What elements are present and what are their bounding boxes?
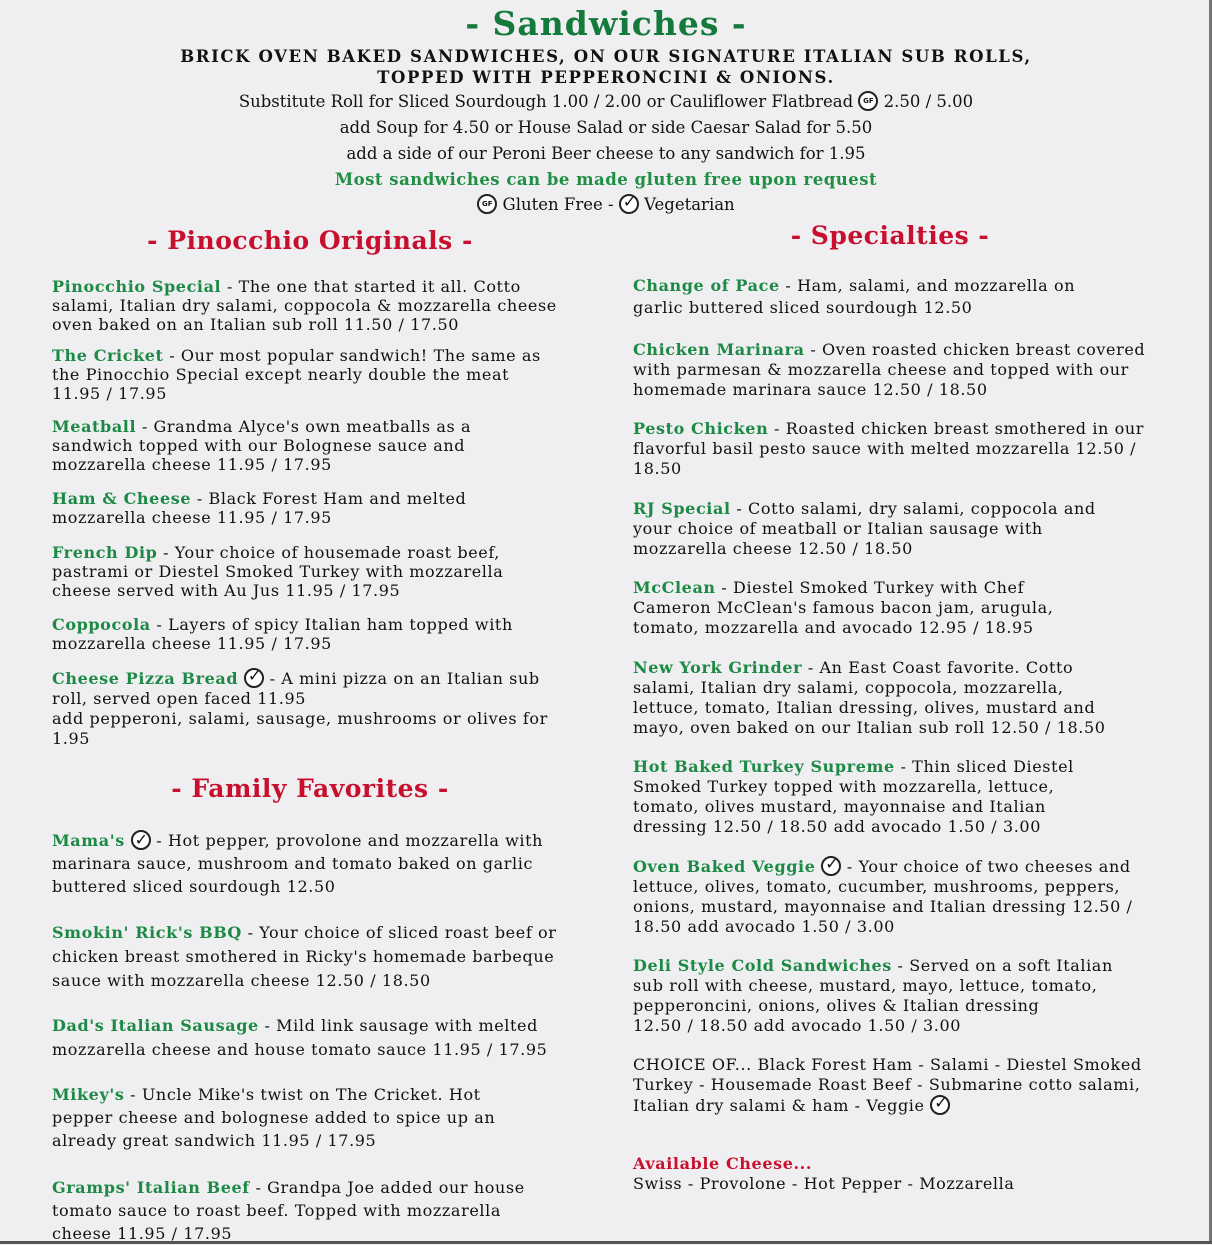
item-desc: - Mild link sausage with melted mozzarella cheese and house tomato sauce 11.95 / 17.95 <box>52 1016 548 1059</box>
item-name: RJ Special <box>633 499 731 518</box>
vegetarian-icon <box>244 668 264 688</box>
item-name: Cheese Pizza Bread <box>52 669 239 688</box>
substitute-text: Substitute Roll for Sliced Sourdough 1.00 / 2.00 or Cauliflower Flatbread <box>238 92 854 111</box>
vegetarian-icon <box>619 194 639 214</box>
item-desc: - Your choice of housemade roast beef, pastrami or Diestel Smoked Turkey with mozzarella cheese served with Au Jus 11.95 / 17.95 <box>52 543 504 600</box>
menu-item-ham-cheese <box>52 489 522 527</box>
item-desc: - Your choice of sliced roast beef or chicken breast smothered in Ricky's homemade barbeque sauce with mozzarella cheese 12.50 / 18.50 <box>52 923 557 990</box>
menu-item-change-of-pace <box>633 275 1113 319</box>
menu-item-mikeys <box>52 1083 532 1152</box>
item-name: Mama's <box>52 831 125 850</box>
page-title: - Sandwiches - <box>465 4 747 43</box>
available-cheese <box>633 1154 1153 1194</box>
item-name: McClean <box>633 578 716 597</box>
item-desc: - A mini pizza on an Italian sub roll, served open faced 11.95 <box>52 669 540 708</box>
item-name: New York Grinder <box>633 658 803 677</box>
legend-gluten-free: Gluten Free <box>502 195 603 214</box>
item-name: Gramps' Italian Beef <box>52 1178 250 1197</box>
item-desc: - Grandpa Joe added our house tomato sauce to roast beef. Topped with mozzarella cheese 11.95 / 17.95 <box>52 1178 525 1243</box>
menu-item-hot-baked-turkey-supreme <box>633 757 1108 837</box>
item-desc: - Ham, salami, and mozzarella on garlic buttered sliced sourdough 12.50 <box>633 276 1076 317</box>
item-name: Change of Pace <box>633 276 780 295</box>
menu-item-new-york-grinder <box>633 658 1133 738</box>
menu-item-dads-italian-sausage <box>52 1014 567 1062</box>
menu-item-pesto-chicken <box>633 419 1158 479</box>
item-desc: - Grandma Alyce's own meatballs as a sandwich topped with our Bolognese sauce and mozzarella cheese 11.95 / 17.95 <box>52 417 472 474</box>
menu-item-meatball <box>52 417 522 474</box>
menu-item-coppocola <box>52 615 557 653</box>
beer-cheese-line: add a side of our Peroni Beer cheese to any sandwich for 1.95 <box>346 144 866 163</box>
item-name: Oven Baked Veggie <box>633 857 816 876</box>
item-desc: - Roasted chicken breast smothered in our flavorful basil pesto sauce with melted mozzarella 12.50 / 18.50 <box>633 419 1145 478</box>
menu-item-smokin-ricks-bbq <box>52 921 572 993</box>
item-desc: - Diestel Smoked Turkey with Chef Cameron McClean's famous bacon jam, arugula, tomato, mozzarella and avocado 12.95 / 18.95 <box>633 578 1054 637</box>
item-name: Ham & Cheese <box>52 489 192 508</box>
legend-separator: - <box>608 195 614 214</box>
item-desc: - The one that started it all. Cotto salami, Italian dry salami, coppocola & mozzarella cheese oven baked on an Italian sub roll 11.50 / 17.50 <box>52 277 557 334</box>
vegetarian-icon <box>821 856 841 876</box>
gluten-free-icon <box>858 91 878 111</box>
menu-item-the-cricket <box>52 346 557 403</box>
meat-choice-list <box>633 1055 1153 1116</box>
item-desc: - An East Coast favorite. Cotto salami, Italian dry salami, coppocola, mozzarella, lettuce, tomato, Italian dressing, olives, mustard and mayo, oven baked on our Italian sub roll 12.50 / 18.50 <box>633 658 1106 737</box>
item-name: Chicken Marinara <box>633 340 805 359</box>
item-name: Mikey's <box>52 1085 125 1104</box>
item-desc: - Hot pepper, provolone and mozzarella with marinara sauce, mushroom and tomato baked on garlic buttered sliced sourdough 12.50 <box>52 831 544 896</box>
item-desc: - Oven roasted chicken breast covered with parmesan & mozzarella cheese and topped with our homemade marinara sauce 12.50 / 18.50 <box>633 340 1146 399</box>
menu-item-gramps-italian-beef <box>52 1176 557 1245</box>
item-name: The Cricket <box>52 346 164 365</box>
substitute-price: 2.50 / 5.00 <box>883 92 974 111</box>
item-name: Coppocola <box>52 615 151 634</box>
item-extra: add pepperoni, salami, sausage, mushrooms or olives for 1.95 <box>52 709 548 748</box>
menu-item-pinocchio-special <box>52 277 557 334</box>
menu-item-deli-style-cold <box>633 956 1148 1036</box>
item-name: Hot Baked Turkey Supreme <box>633 757 895 776</box>
vegetarian-icon <box>930 1095 950 1115</box>
menu-item-french-dip <box>52 543 562 600</box>
item-name: French Dip <box>52 543 158 562</box>
vegetarian-icon <box>131 830 151 850</box>
item-name: Pesto Chicken <box>633 419 769 438</box>
item-name: Pinocchio Special <box>52 277 222 296</box>
item-name: Deli Style Cold Sandwiches <box>633 956 892 975</box>
section-pinocchio-originals: - Pinocchio Originals - <box>147 226 473 255</box>
item-price: 12.50 / 18.50 add avocado 1.50 / 3.00 <box>633 1016 962 1035</box>
item-name: Smokin' Rick's BBQ <box>52 923 242 942</box>
item-desc: - Thin sliced Diestel Smoked Turkey topped with mozzarella, lettuce, tomato, olives mustard, mayonnaise and Italian dressing 12.50 / 18.50 add avocado 1.50 / 3.00 <box>633 757 1074 836</box>
item-name: Meatball <box>52 417 137 436</box>
menu-item-mcclean <box>633 578 1103 638</box>
gluten-free-note: Most sandwiches can be made gluten free upon request <box>334 170 878 189</box>
item-desc: - Cotto salami, dry salami, coppocola and your choice of meatball or Italian sausage with mozzarella cheese 12.50 / 18.50 <box>633 499 1096 558</box>
item-desc: - Served on a soft Italian sub roll with cheese, mustard, mayo, lettuce, tomato, pepperoncini, onions, olives & Italian dressing <box>633 956 1113 1015</box>
menu-item-chicken-marinara <box>633 340 1158 400</box>
soup-line: add Soup for 4.50 or House Salad or side Caesar Salad for 5.50 <box>339 118 873 137</box>
menu-item-cheese-pizza-bread <box>52 668 557 749</box>
choice-text: CHOICE OF... Black Forest Ham - Salami - Diestel Smoked Turkey - Housemade Roast Beef - Submarine cotto salami, Italian dry salami & ham - Veggie <box>633 1055 1142 1115</box>
item-desc: - Our most popular sandwich! The same as the Pinocchio Special except nearly double the meat 11.95 / 17.95 <box>52 346 541 403</box>
item-desc: - Uncle Mike's twist on The Cricket. Hot pepper cheese and bolognese added to spice up an already great sandwich 11.95 / 17.95 <box>52 1085 496 1150</box>
legend <box>0 194 1212 214</box>
cheese-label: Available Cheese... <box>633 1154 812 1173</box>
cheese-list: Swiss - Provolone - Hot Pepper - Mozzarella <box>633 1174 1015 1193</box>
section-specialties: - Specialties - <box>790 221 990 250</box>
section-family-favorites: - Family Favorites - <box>171 774 449 803</box>
menu-item-mamas <box>52 829 567 898</box>
gluten-free-icon <box>477 194 497 214</box>
item-name: Dad's Italian Sausage <box>52 1016 259 1035</box>
legend-vegetarian: Vegetarian <box>644 195 735 214</box>
substitute-line <box>0 91 1212 111</box>
menu-item-rj-special <box>633 499 1138 559</box>
menu-item-oven-baked-veggie <box>633 856 1133 937</box>
item-desc: - Black Forest Ham and melted mozzarella cheese 11.95 / 17.95 <box>52 489 467 527</box>
header-line-1: BRICK OVEN BAKED SANDWICHES, ON OUR SIGNATURE ITALIAN SUB ROLLS, <box>180 47 1032 66</box>
item-desc: - Your choice of two cheeses and lettuce, olives, tomato, cucumber, mushrooms, peppers, onions, mustard, mayonnaise and Italian dressing 12.50 / 18.50 add avocado 1.50 / 3.00 <box>633 857 1133 936</box>
header-line-2: TOPPED WITH PEPPERONCINI & ONIONS. <box>377 68 835 87</box>
item-desc: - Layers of spicy Italian ham topped with mozzarella cheese 11.95 / 17.95 <box>52 615 513 653</box>
